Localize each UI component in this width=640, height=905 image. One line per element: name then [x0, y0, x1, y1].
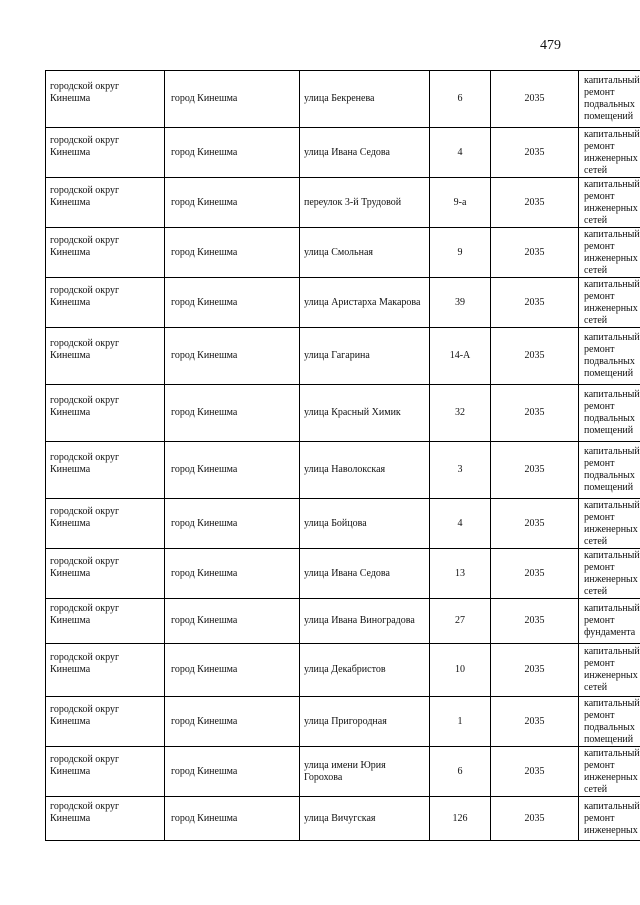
year-cell: 2035	[491, 442, 579, 499]
work-type-cell: капитальный ремонт подвальных помещений	[579, 385, 640, 442]
house-number-cell: 4	[430, 128, 491, 178]
city-cell: город Кинешма	[165, 644, 300, 697]
table-row	[46, 599, 640, 644]
house-number-cell: 4	[430, 499, 491, 549]
city-cell: город Кинешма	[165, 599, 300, 644]
year-cell: 2035	[491, 71, 579, 128]
city-cell: город Кинешма	[165, 328, 300, 385]
year-cell: 2035	[491, 178, 579, 228]
district-cell	[46, 599, 165, 644]
work-type-cell: капитальный ремонт инженерных сетей	[579, 549, 640, 599]
house-number-cell: 6	[430, 747, 491, 797]
city-cell: город Кинешма	[165, 385, 300, 442]
city-cell: город Кинешма	[165, 178, 300, 228]
house-number-cell: 1	[430, 697, 491, 747]
house-number-cell: 9	[430, 228, 491, 278]
district-text: городской округ Кинешма	[50, 184, 120, 208]
district-cell	[46, 278, 165, 328]
city-cell: город Кинешма	[165, 697, 300, 747]
district-text: городской округ Кинешма	[50, 603, 120, 626]
year-cell: 2035	[491, 278, 579, 328]
street-cell: улица Красный Химик	[300, 385, 430, 442]
table-row	[46, 128, 640, 178]
year-cell: 2035	[491, 549, 579, 599]
table-row	[46, 328, 640, 385]
city-cell: город Кинешма	[165, 747, 300, 797]
year-cell: 2035	[491, 644, 579, 697]
district-text: городской округ Кинешма	[50, 81, 120, 104]
year-cell: 2035	[491, 697, 579, 747]
district-text: городской округ Кинешма	[50, 234, 120, 258]
table-row	[46, 71, 640, 128]
city-cell: город Кинешма	[165, 128, 300, 178]
table-row	[46, 549, 640, 599]
street-cell: улица Вичугская	[300, 797, 430, 841]
street-cell: улица Гагарина	[300, 328, 430, 385]
house-number-cell: 126	[430, 797, 491, 841]
table-row	[46, 747, 640, 797]
year-cell: 2035	[491, 328, 579, 385]
year-cell: 2035	[491, 499, 579, 549]
house-number-cell: 13	[430, 549, 491, 599]
year-cell: 2035	[491, 599, 579, 644]
house-number-cell: 27	[430, 599, 491, 644]
district-cell	[46, 747, 165, 797]
district-text: городской округ Кинешма	[50, 703, 120, 727]
district-cell	[46, 385, 165, 442]
house-number-cell: 39	[430, 278, 491, 328]
street-cell: улица Смольная	[300, 228, 430, 278]
table-body	[46, 71, 640, 841]
district-text: городской округ Кинешма	[50, 452, 120, 475]
street-cell: улица Ивана Виноградова	[300, 599, 430, 644]
work-type-cell: капитальный ремонт инженерных сетей	[579, 178, 640, 228]
house-number-cell: 9-а	[430, 178, 491, 228]
district-cell	[46, 228, 165, 278]
work-type-cell: капитальный ремонт инженерных сетей	[579, 228, 640, 278]
district-cell	[46, 178, 165, 228]
district-text: городской округ Кинешма	[50, 800, 120, 824]
work-type-cell: капитальный ремонт инженерных сетей	[579, 128, 640, 178]
district-text: городской округ Кинешма	[50, 652, 120, 675]
district-cell	[46, 549, 165, 599]
street-cell: улица Бекренева	[300, 71, 430, 128]
district-cell	[46, 442, 165, 499]
city-cell: город Кинешма	[165, 442, 300, 499]
repair-schedule-table	[45, 70, 640, 841]
district-cell	[46, 644, 165, 697]
city-cell: город Кинешма	[165, 228, 300, 278]
district-text: городской округ Кинешма	[50, 753, 120, 777]
table-row	[46, 228, 640, 278]
work-type-cell: капитальный ремонт подвальных помещений	[579, 71, 640, 128]
district-text: городской округ Кинешма	[50, 555, 120, 579]
year-cell: 2035	[491, 228, 579, 278]
year-cell: 2035	[491, 385, 579, 442]
city-cell: город Кинешма	[165, 797, 300, 841]
house-number-cell: 3	[430, 442, 491, 499]
street-cell: улица Наволокская	[300, 442, 430, 499]
table-row	[46, 797, 640, 841]
street-cell: переулок 3-й Трудовой	[300, 178, 430, 228]
street-cell: улица Ивана Седова	[300, 128, 430, 178]
table-row	[46, 644, 640, 697]
city-cell: город Кинешма	[165, 549, 300, 599]
district-text: городской округ Кинешма	[50, 338, 120, 361]
house-number-cell: 10	[430, 644, 491, 697]
city-cell: город Кинешма	[165, 278, 300, 328]
district-cell	[46, 328, 165, 385]
street-cell: улица Декабристов	[300, 644, 430, 697]
district-text: городской округ Кинешма	[50, 505, 120, 529]
table-row	[46, 278, 640, 328]
table-row	[46, 442, 640, 499]
house-number-cell: 6	[430, 71, 491, 128]
work-type-cell: капитальный ремонт фундамента	[579, 599, 640, 644]
district-cell	[46, 697, 165, 747]
district-text: городской округ Кинешма	[50, 134, 120, 158]
work-type-cell: капитальный ремонт инженерных	[579, 797, 640, 841]
district-cell	[46, 499, 165, 549]
district-text: городской округ Кинешма	[50, 284, 120, 308]
house-number-cell: 14-А	[430, 328, 491, 385]
work-type-cell: капитальный ремонт подвальных помещений	[579, 442, 640, 499]
district-cell	[46, 128, 165, 178]
year-cell: 2035	[491, 128, 579, 178]
work-type-cell: капитальный ремонт инженерных сетей	[579, 747, 640, 797]
district-cell	[46, 71, 165, 128]
street-cell: улица Пригородная	[300, 697, 430, 747]
year-cell: 2035	[491, 747, 579, 797]
table-row	[46, 178, 640, 228]
district-text: городской округ Кинешма	[50, 395, 120, 418]
year-cell: 2035	[491, 797, 579, 841]
table-row	[46, 697, 640, 747]
street-cell: улица имени Юрия Горохова	[300, 747, 430, 797]
city-cell: город Кинешма	[165, 499, 300, 549]
street-cell: улица Ивана Седова	[300, 549, 430, 599]
work-type-cell: капитальный ремонт инженерных сетей	[579, 644, 640, 697]
street-cell: улица Бойцова	[300, 499, 430, 549]
work-type-cell: капитальный ремонт инженерных сетей	[579, 499, 640, 549]
street-cell: улица Аристарха Макарова	[300, 278, 430, 328]
table-row	[46, 499, 640, 549]
page-number: 479	[540, 38, 561, 53]
house-number-cell: 32	[430, 385, 491, 442]
table-row	[46, 385, 640, 442]
work-type-cell: капитальный ремонт подвальных помещений	[579, 328, 640, 385]
work-type-cell: капитальный ремонт инженерных сетей	[579, 278, 640, 328]
district-cell	[46, 797, 165, 841]
work-type-cell: капитальный ремонт подвальных помещений	[579, 697, 640, 747]
city-cell: город Кинешма	[165, 71, 300, 128]
